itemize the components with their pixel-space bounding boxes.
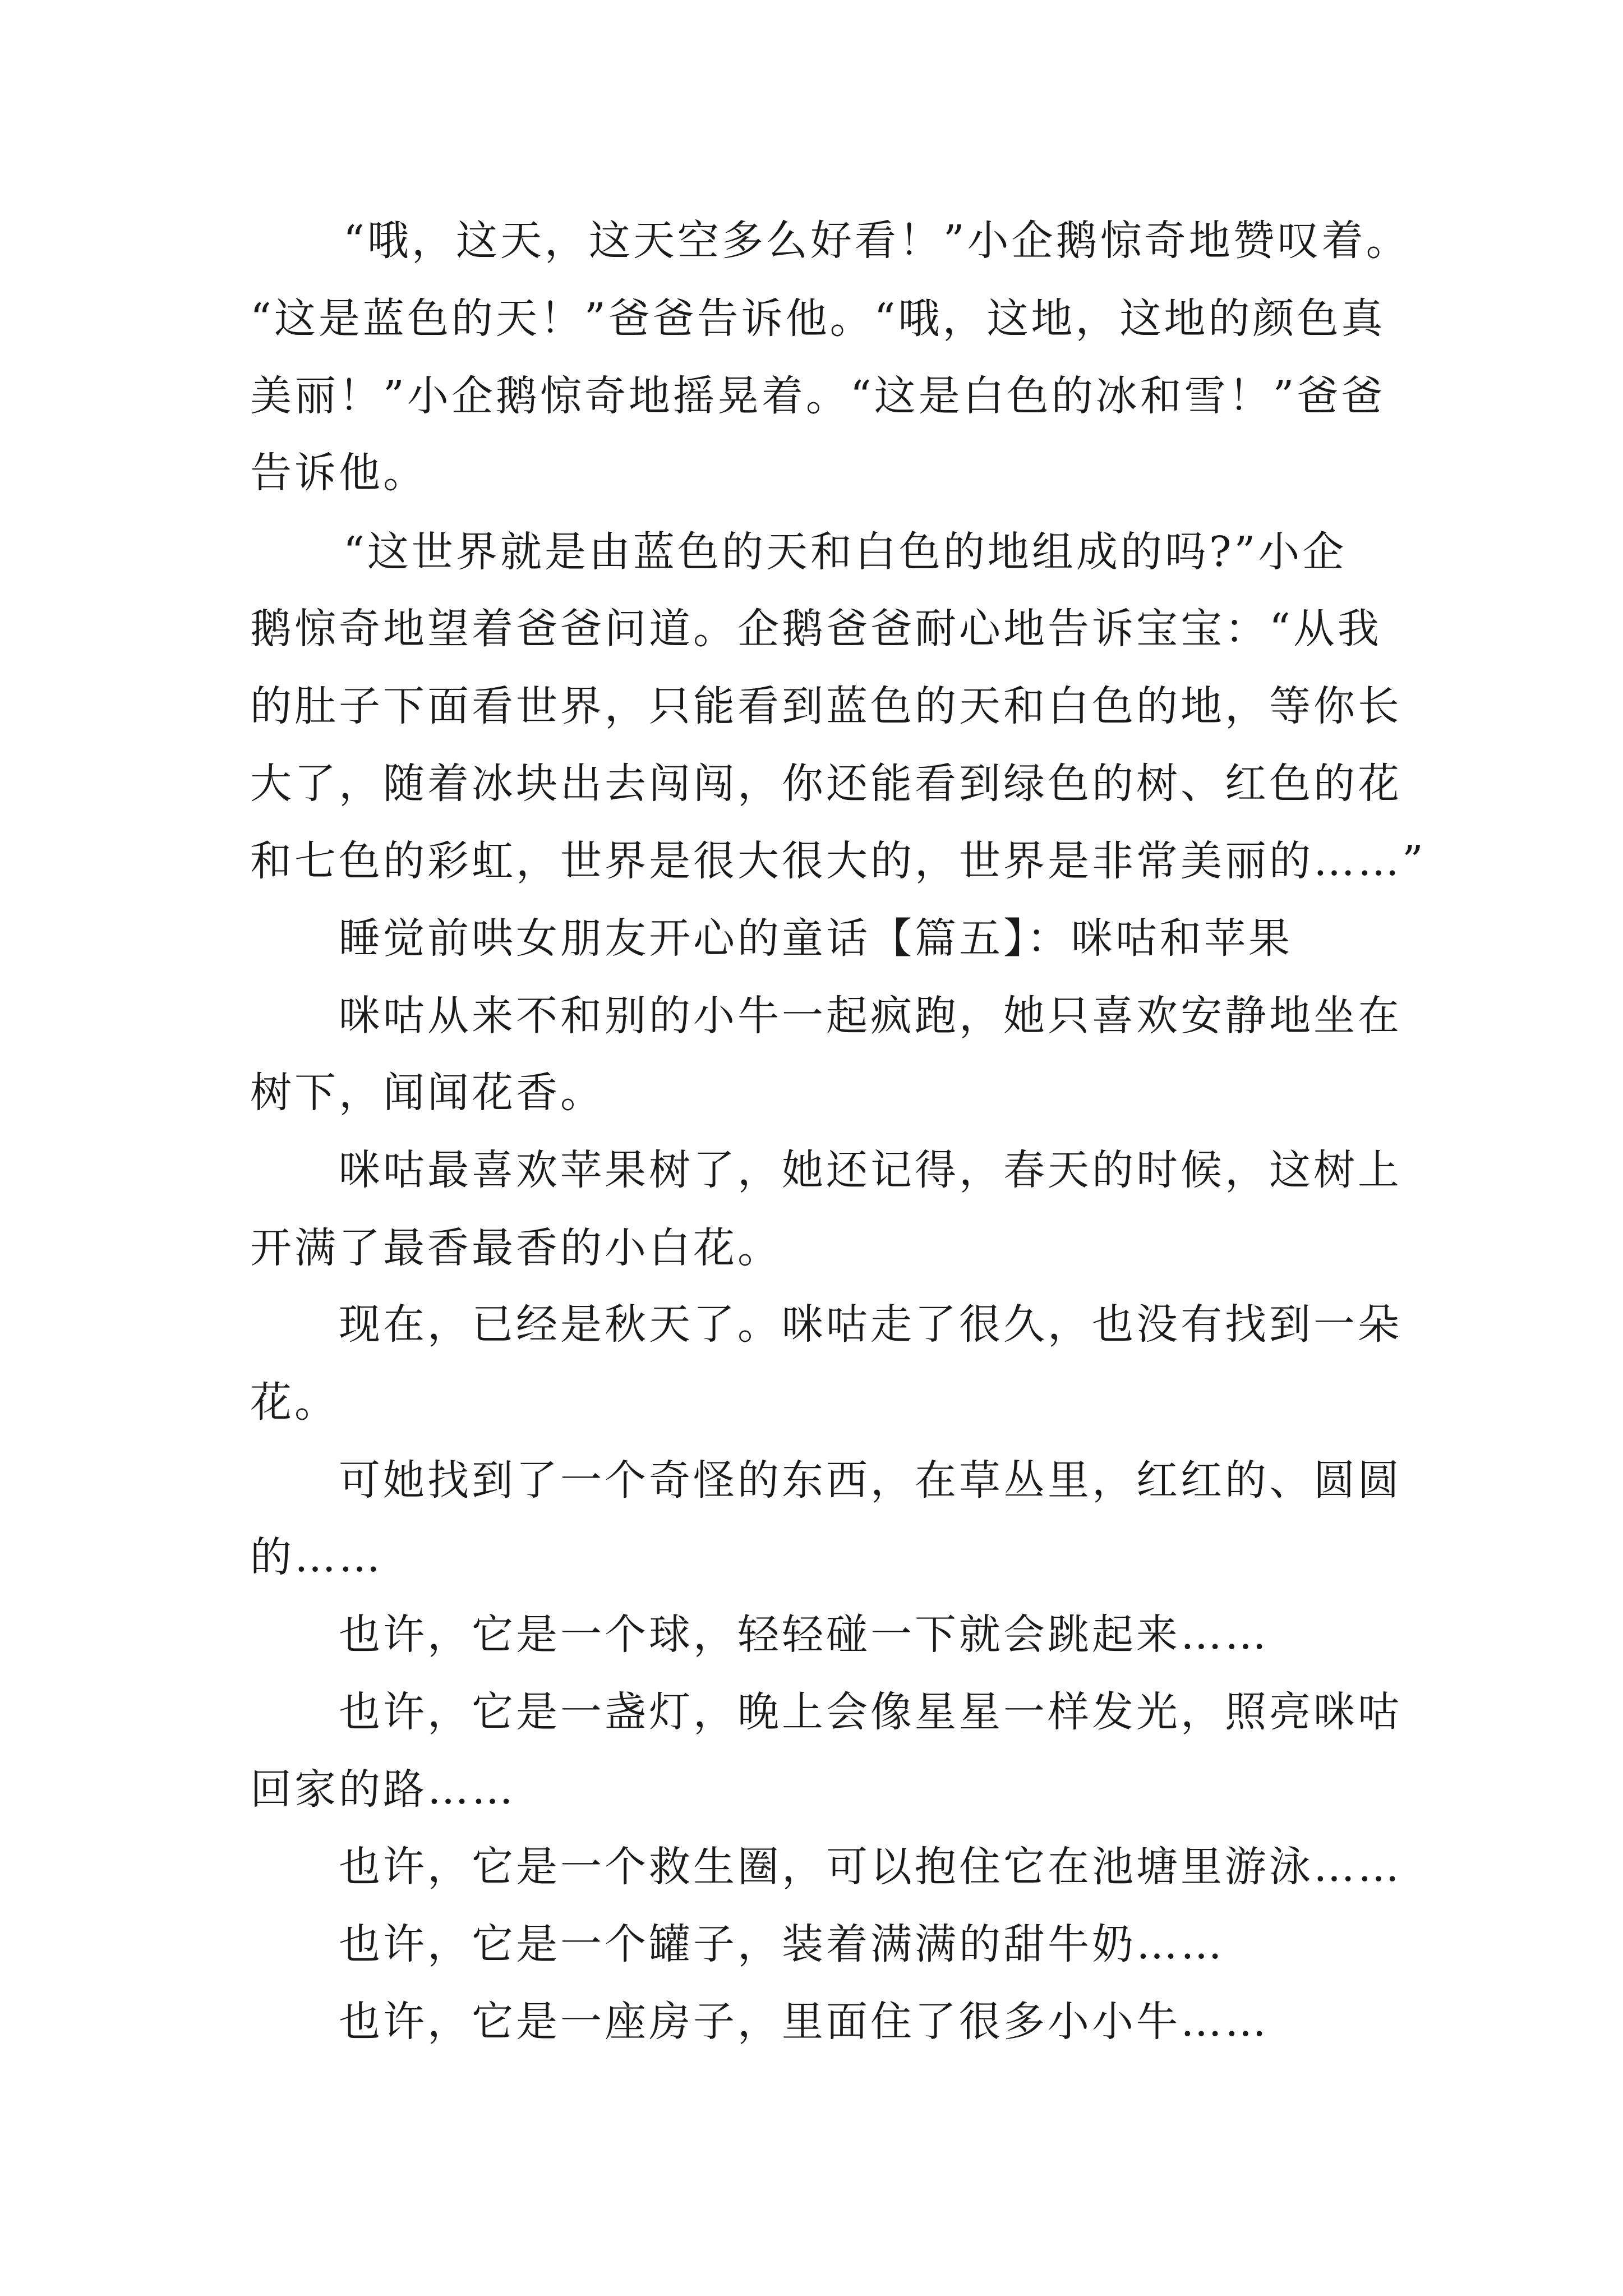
text-line: 可她找到了一个奇怪的东西，在草丛里，红红的、圆圆 [339,1456,1402,1504]
text-line: 也许，它是一个救生圈，可以抱住它在池塘里游泳…… [339,1843,1402,1891]
section-heading: 睡觉前哄女朋友开心的童话【篇五】：咪咕和苹果 [339,914,1293,963]
text-line: 也许，它是一个球，轻轻碰一下就会跳起来…… [339,1611,1269,1659]
text-line: 告诉他。 [250,449,427,497]
text-line: 也许，它是一座房子，里面住了很多小小牛…… [339,1998,1269,2046]
text-line: 也许，它是一个罐子，装着满满的甜牛奶…… [339,1920,1225,1968]
text-line: 美丽！”小企鹅惊奇地摇晃着。“这是白色的冰和雪！”爸爸 [250,372,1386,420]
text-line: “这世界就是由蓝色的天和白色的地组成的吗?”小企 [343,528,1347,576]
text-line: 也许，它是一盏灯，晚上会像星星一样发光，照亮咪咕 [339,1688,1402,1736]
text-line: 的肚子下面看世界，只能看到蓝色的天和白色的地，等你长 [250,682,1402,730]
text-line: 树下，闻闻花香。 [250,1069,605,1117]
text-line: 回家的路…… [250,1765,516,1814]
text-line: “这是蓝色的天！”爸爸告诉他。“哦，这地，这地的颜色真 [250,295,1386,343]
text-line: 大了，随着冰块出去闯闯，你还能看到绿色的树、红色的花 [250,760,1402,808]
text-line: 咪咕最喜欢苹果树了，她还记得，春天的时候，这树上 [339,1146,1402,1194]
text-line: 鹅惊奇地望着爸爸问道。企鹅爸爸耐心地告诉宝宝：“从我 [250,605,1382,653]
text-line: 开满了最香最香的小白花。 [250,1224,782,1272]
text-line: 和七色的彩虹，世界是很大很大的，世界是非常美丽的……” [250,837,1426,885]
text-line: 咪咕从来不和别的小牛一起疯跑，她只喜欢安静地坐在 [339,992,1402,1040]
text-line: 花。 [250,1378,339,1427]
text-line: 现在，已经是秋天了。咪咕走了很久，也没有找到一朵 [339,1300,1402,1349]
text-line: 的…… [250,1533,383,1581]
text-line: “哦，这天，这天空多么好看！”小企鹅惊奇地赞叹着。 [343,217,1410,265]
